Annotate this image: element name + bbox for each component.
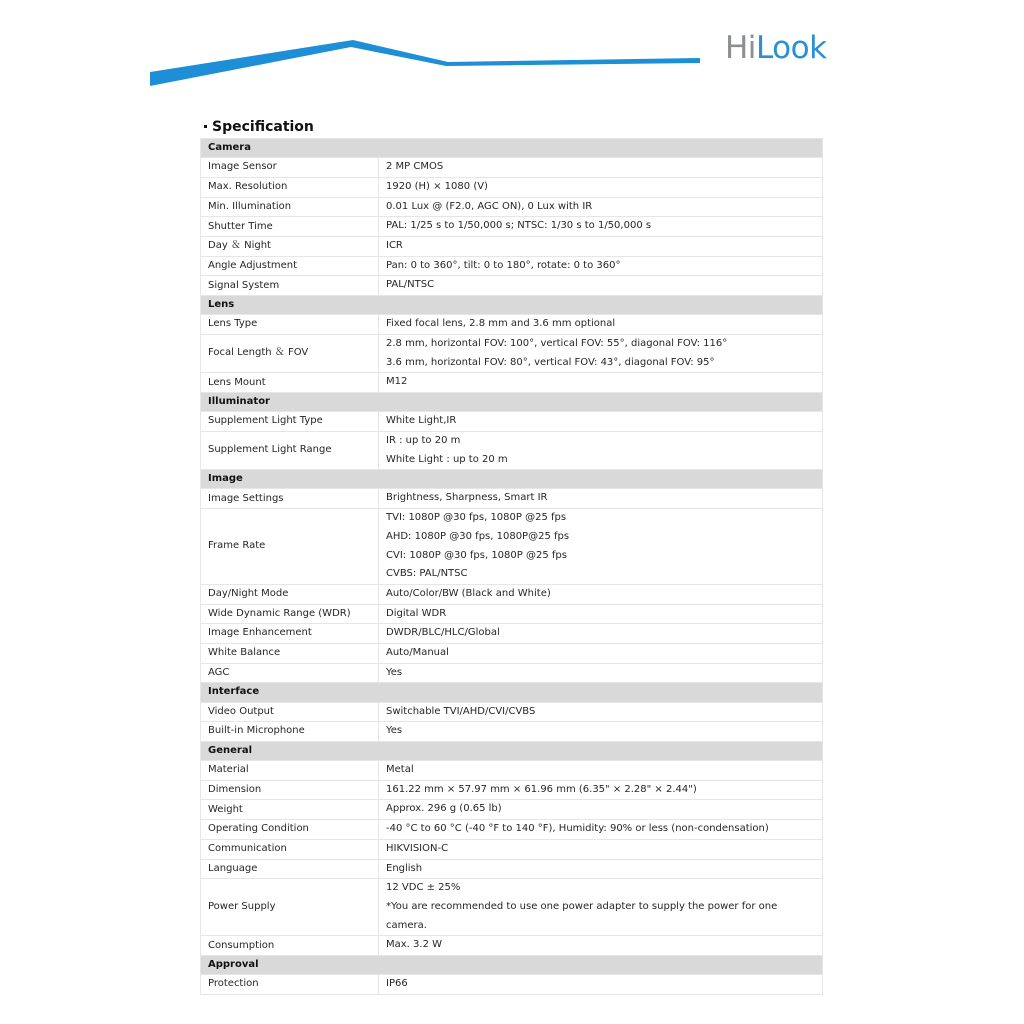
spec-value-line: IR : up to 20 m xyxy=(386,434,461,446)
spec-label: Focal Length ＆ FOV xyxy=(201,334,379,372)
spec-value-line: White Light : up to 20 m xyxy=(386,453,508,465)
spec-label: Max. Resolution xyxy=(201,177,379,197)
logo-text-look: Look xyxy=(755,30,827,66)
spec-value xyxy=(379,177,823,197)
spec-value-line: IP66 xyxy=(386,978,408,990)
spec-value-line: 3.6 mm, horizontal FOV: 80°, vertical FOV: 43°, diagonal FOV: 95° xyxy=(386,356,715,368)
spec-value-line: 2 MP CMOS xyxy=(386,161,444,173)
spec-value-line: 2.8 mm, horizontal FOV: 100°, vertical FOV: 55°, diagonal FOV: 116° xyxy=(386,337,728,349)
spec-value xyxy=(379,373,823,393)
spec-row-focal-length-fov xyxy=(201,334,823,372)
spec-value xyxy=(379,663,823,683)
spec-label: Operating Condition xyxy=(201,820,379,840)
spec-value-line: Pan: 0 to 360°, tilt: 0 to 180°, rotate: 0 to 360° xyxy=(386,259,621,271)
spec-label: Protection xyxy=(201,975,379,995)
spec-row-wide-dynamic-range-wdr xyxy=(201,604,823,624)
spec-label: Min. Illumination xyxy=(201,197,379,217)
spec-value-line: 0.01 Lux @ (F2.0, AGC ON), 0 Lux with IR xyxy=(386,200,593,212)
spec-row-communication xyxy=(201,839,823,859)
spec-value xyxy=(379,489,823,509)
spec-row-day-night xyxy=(201,236,823,256)
spec-label: Lens Type xyxy=(201,315,379,335)
spec-row-language xyxy=(201,859,823,879)
spec-value-line: Switchable TVI/AHD/CVI/CVBS xyxy=(386,705,536,717)
spec-value-line: Yes xyxy=(386,725,403,737)
spec-value xyxy=(379,722,823,742)
spec-value-line: *You are recommended to use one power adapter to supply the power for one xyxy=(386,900,778,912)
spec-label: White Balance xyxy=(201,643,379,663)
section-title: Approval xyxy=(201,955,823,974)
spec-value xyxy=(379,236,823,256)
spec-label: Language xyxy=(201,859,379,879)
section-title: Illuminator xyxy=(201,392,823,411)
spec-value xyxy=(379,197,823,217)
spec-row-image-settings xyxy=(201,489,823,509)
spec-row-weight xyxy=(201,800,823,820)
spec-row-supplement-light-range xyxy=(201,431,823,469)
spec-value xyxy=(379,256,823,276)
spec-row-min-illumination xyxy=(201,197,823,217)
spec-label: Dimension xyxy=(201,780,379,800)
spec-label: Image Settings xyxy=(201,489,379,509)
hilook-logo xyxy=(725,28,827,68)
logo-text-hi: Hi xyxy=(725,30,756,66)
spec-value-line: M12 xyxy=(386,376,408,388)
section-header-lens xyxy=(201,296,823,315)
spec-label: Consumption xyxy=(201,936,379,956)
spec-row-supplement-light-type xyxy=(201,412,823,432)
spec-value-line: CVI: 1080P @30 fps, 1080P @25 fps xyxy=(386,549,567,561)
header-banner xyxy=(0,0,1024,100)
spec-value-line: camera. xyxy=(386,919,427,931)
spec-row-max-resolution xyxy=(201,177,823,197)
spec-label: Supplement Light Range xyxy=(201,431,379,469)
spec-label: Supplement Light Type xyxy=(201,412,379,432)
spec-value xyxy=(379,217,823,237)
spec-row-operating-condition xyxy=(201,820,823,840)
spec-label: Wide Dynamic Range (WDR) xyxy=(201,604,379,624)
spec-value-line: Yes xyxy=(386,666,403,678)
spec-value xyxy=(379,879,823,936)
section-header-image xyxy=(201,470,823,489)
section-title: Camera xyxy=(201,139,823,158)
spec-value-line: 161.22 mm × 57.97 mm × 61.96 mm (6.35" × 2.28" × 2.44") xyxy=(386,783,697,795)
spec-row-frame-rate xyxy=(201,509,823,585)
section-title: Image xyxy=(201,470,823,489)
section-title: General xyxy=(201,741,823,760)
spec-row-dimension xyxy=(201,780,823,800)
spec-heading xyxy=(204,119,314,135)
spec-table-body xyxy=(201,139,823,995)
spec-row-day-night-mode xyxy=(201,584,823,604)
spec-row-video-output xyxy=(201,702,823,722)
spec-value xyxy=(379,702,823,722)
spec-value xyxy=(379,839,823,859)
spec-value xyxy=(379,315,823,335)
spec-label: Day/Night Mode xyxy=(201,584,379,604)
spec-label: Image Enhancement xyxy=(201,624,379,644)
spec-label: Frame Rate xyxy=(201,509,379,585)
spec-row-protection xyxy=(201,975,823,995)
spec-value-line: Brightness, Sharpness, Smart IR xyxy=(386,492,548,504)
spec-row-agc xyxy=(201,663,823,683)
spec-row-angle-adjustment xyxy=(201,256,823,276)
spec-value-line: Auto/Manual xyxy=(386,646,449,658)
spec-value xyxy=(379,820,823,840)
spec-label: Video Output xyxy=(201,702,379,722)
spec-row-image-sensor xyxy=(201,158,823,178)
spec-value xyxy=(379,412,823,432)
spec-value-line: HIKVISION-C xyxy=(386,842,449,854)
spec-value-line: English xyxy=(386,862,423,874)
banner-stripe xyxy=(150,40,700,86)
spec-label: Lens Mount xyxy=(201,373,379,393)
spec-value xyxy=(379,761,823,781)
spec-value-line: PAL: 1/25 s to 1/50,000 s; NTSC: 1/30 s to 1/50,000 s xyxy=(386,220,652,232)
spec-value-line: ICR xyxy=(386,239,403,251)
spec-value-line: Metal xyxy=(386,764,414,776)
spec-label: AGC xyxy=(201,663,379,683)
spec-row-image-enhancement xyxy=(201,624,823,644)
spec-label: Shutter Time xyxy=(201,217,379,237)
page-title: Specification xyxy=(212,119,314,135)
spec-row-lens-mount xyxy=(201,373,823,393)
section-header-interface xyxy=(201,683,823,702)
section-title: Lens xyxy=(201,296,823,315)
spec-value xyxy=(379,780,823,800)
spec-value xyxy=(379,859,823,879)
spec-label: Signal System xyxy=(201,276,379,296)
spec-value-line: AHD: 1080P @30 fps, 1080P@25 fps xyxy=(386,530,570,542)
spec-label: Power Supply xyxy=(201,879,379,936)
spec-label: Weight xyxy=(201,800,379,820)
spec-value-line: Max. 3.2 W xyxy=(386,939,443,951)
spec-value-line: TVI: 1080P @30 fps, 1080P @25 fps xyxy=(386,512,567,524)
spec-value-line: 1920 (H) × 1080 (V) xyxy=(386,180,488,192)
spec-value xyxy=(379,334,823,372)
spec-table xyxy=(200,138,823,995)
spec-row-consumption xyxy=(201,936,823,956)
spec-value-line: DWDR/BLC/HLC/Global xyxy=(386,627,500,639)
spec-label: Day ＆ Night xyxy=(201,236,379,256)
spec-value-line: Approx. 296 g (0.65 lb) xyxy=(386,803,502,815)
spec-value xyxy=(379,624,823,644)
section-header-approval xyxy=(201,955,823,974)
spec-value xyxy=(379,509,823,585)
spec-value-line: 12 VDC ± 25% xyxy=(386,882,461,894)
spec-row-white-balance xyxy=(201,643,823,663)
spec-value-line: -40 °C to 60 °C (-40 °F to 140 °F), Humidity: 90% or less (non-condensation) xyxy=(386,823,769,835)
spec-value xyxy=(379,975,823,995)
spec-row-lens-type xyxy=(201,315,823,335)
spec-row-built-in-microphone xyxy=(201,722,823,742)
spec-label: Built-in Microphone xyxy=(201,722,379,742)
spec-value xyxy=(379,431,823,469)
section-title: Interface xyxy=(201,683,823,702)
section-header-illuminator xyxy=(201,392,823,411)
spec-value xyxy=(379,800,823,820)
spec-value xyxy=(379,584,823,604)
spec-row-signal-system xyxy=(201,276,823,296)
section-header-camera xyxy=(201,139,823,158)
spec-row-material xyxy=(201,761,823,781)
spec-value-line: White Light,IR xyxy=(386,415,457,427)
section-header-general xyxy=(201,741,823,760)
spec-label: Angle Adjustment xyxy=(201,256,379,276)
spec-value xyxy=(379,604,823,624)
spec-value xyxy=(379,936,823,956)
spec-row-shutter-time xyxy=(201,217,823,237)
spec-label: Material xyxy=(201,761,379,781)
spec-row-power-supply xyxy=(201,879,823,936)
spec-value-line: CVBS: PAL/NTSC xyxy=(386,568,468,580)
spec-value-line: Fixed focal lens, 2.8 mm and 3.6 mm optional xyxy=(386,318,616,330)
spec-value-line: PAL/NTSC xyxy=(386,279,435,291)
spec-value xyxy=(379,643,823,663)
bullet-icon xyxy=(204,125,207,128)
spec-value-line: Digital WDR xyxy=(386,607,447,619)
spec-value xyxy=(379,158,823,178)
spec-label: Image Sensor xyxy=(201,158,379,178)
spec-label: Communication xyxy=(201,839,379,859)
spec-value-line: Auto/Color/BW (Black and White) xyxy=(386,587,551,599)
spec-value xyxy=(379,276,823,296)
